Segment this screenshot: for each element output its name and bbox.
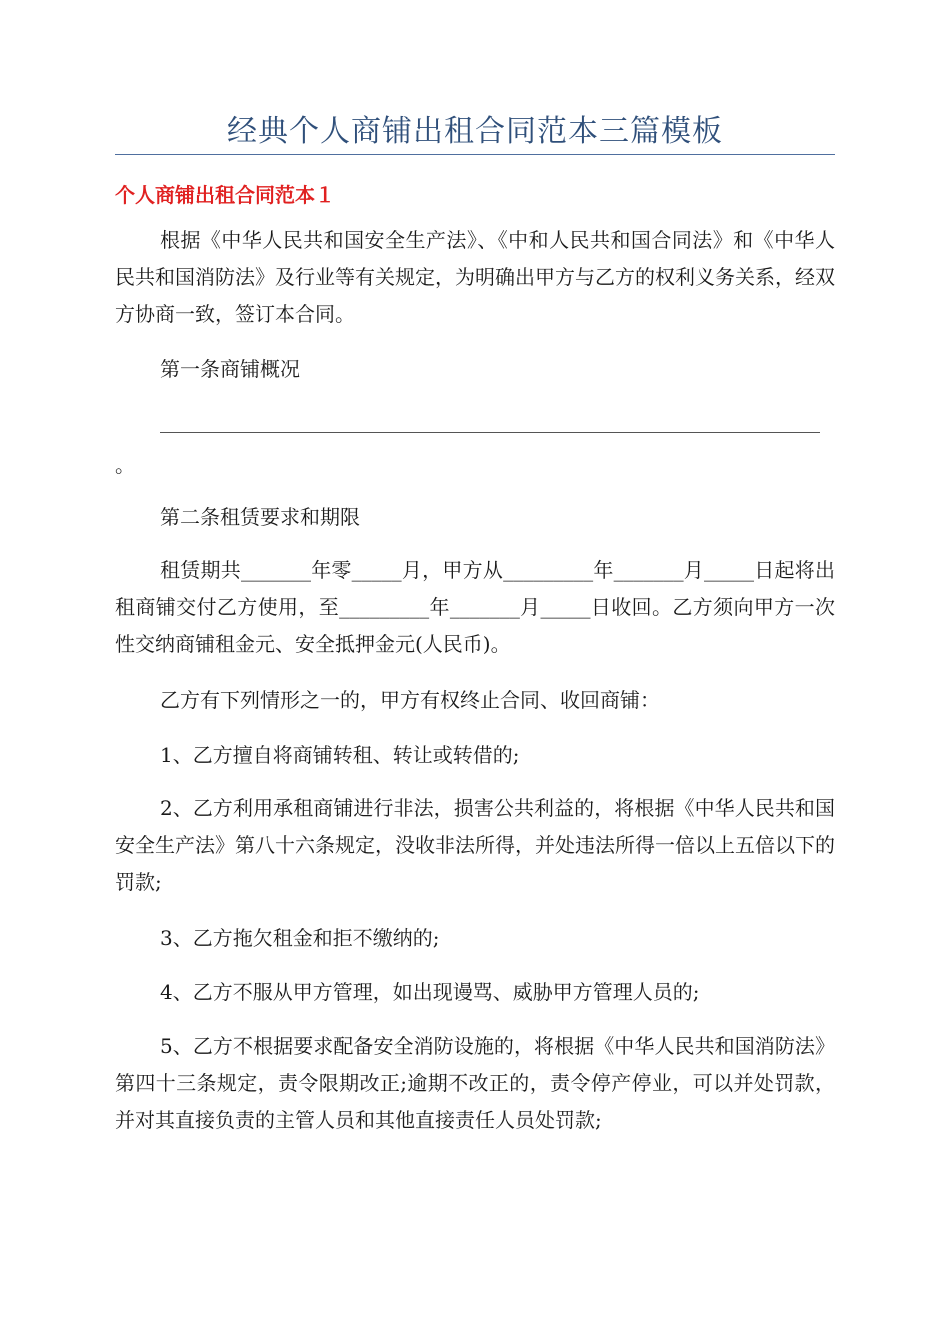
paragraph-item-3: 3、乙方拖欠租金和拒不缴纳的; (160, 926, 440, 950)
paragraph-termination-intro: 乙方有下列情形之一的，甲方有权终止合同、收回商铺： (160, 688, 660, 712)
title-underline (115, 154, 835, 155)
paragraph-item-5: 5、乙方不根据要求配备安全消防设施的，将根据《中华人民共和国消防法》第四十三条规定，责令限期改正;逾期不改正的，责令停产停业，可以并处罚款，并对其直接负责的主管人员和其他直接责任人员处罚款; (115, 1034, 835, 1132)
paragraph-lease-term: 租赁期共_______年零_____月，甲方从_________年_______月_____日起将出租商铺交付乙方使用，至_________年_______月_____日收回。乙方须向甲方一次性交纳商铺租金元、安全抵押金元(人民币)。 (115, 558, 835, 656)
document-title: 经典个人商铺出租合同范本三篇模板 (227, 114, 723, 149)
paragraph-item-2: 2、乙方利用承租商铺进行非法，损害公共利益的，将根据《中华人民共和国安全生产法》第八十六条规定，没收非法所得，并处违法所得一倍以上五倍以下的罚款; (115, 796, 835, 894)
section-heading: 个人商铺出租合同范本１ (115, 183, 335, 207)
paragraph-article-1: 第一条商铺概况 (160, 357, 300, 381)
blank-line-period: 。 (115, 453, 135, 477)
fill-in-blank-line (160, 432, 820, 433)
paragraph-article-2: 第二条租赁要求和期限 (160, 505, 360, 529)
paragraph-item-4: 4、乙方不服从甲方管理，如出现谩骂、威胁甲方管理人员的; (160, 980, 700, 1004)
paragraph-item-1: 1、乙方擅自将商铺转租、转让或转借的; (160, 743, 520, 767)
paragraph-intro: 根据《中华人民共和国安全生产法》、《中和人民共和国合同法》和《中华人民共和国消防法》及行业等有关规定，为明确出甲方与乙方的权利义务关系，经双方协商一致，签订本合同。 (115, 228, 835, 326)
